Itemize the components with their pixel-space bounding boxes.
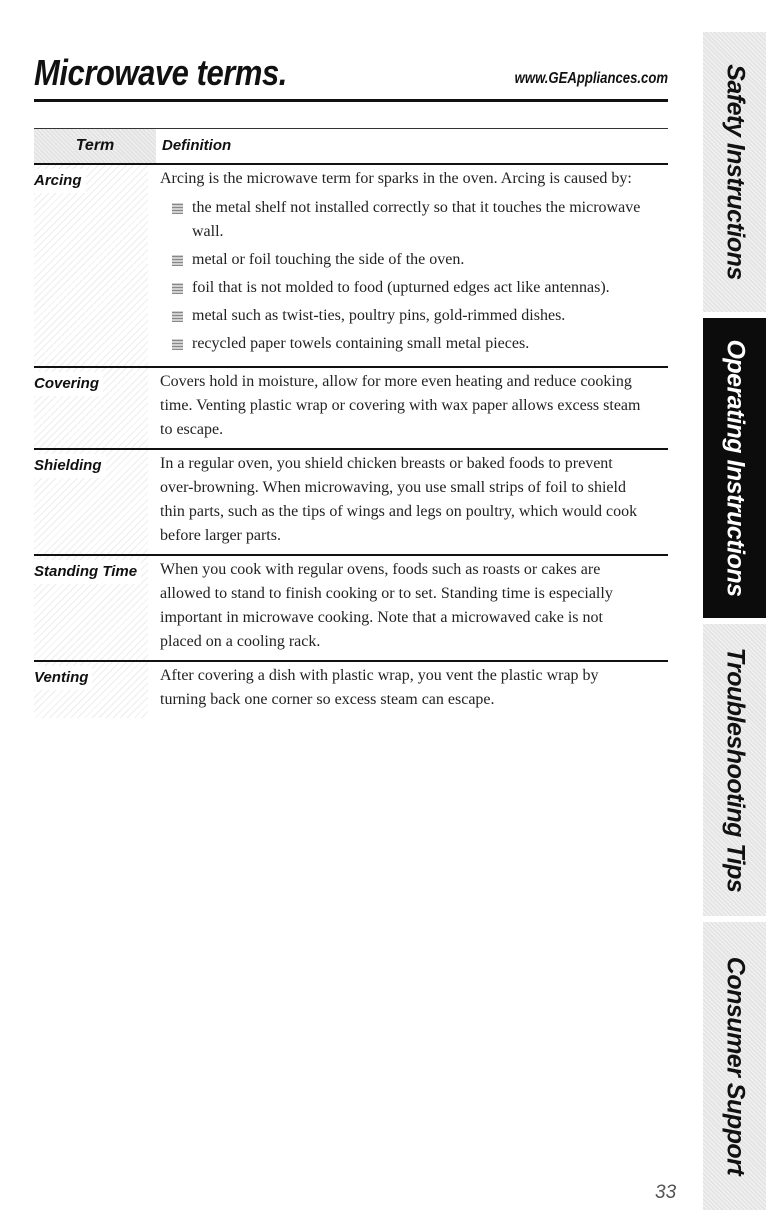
table-row <box>34 165 668 368</box>
definition-covering: Covers hold in moisture, allow for more even heating and reduce cooking time. Venting plastic wrap or covering with wax paper allows excess steam to escape. <box>160 373 641 438</box>
page-number: 33 <box>655 1182 677 1203</box>
column-header-definition: Definition <box>162 137 232 154</box>
definition-cell <box>148 165 668 366</box>
list-item: metal such as twist-ties, poultry pins, gold-rimmed dishes. <box>192 304 648 328</box>
section-tabs <box>703 32 766 1210</box>
tab-consumer-support[interactable] <box>703 922 766 1210</box>
term-cell <box>34 368 148 448</box>
page-title: Microwave terms. <box>34 52 287 93</box>
term-covering: Covering <box>34 372 103 396</box>
tab-label: Troubleshooting Tips <box>721 647 749 893</box>
terms-table <box>34 128 668 718</box>
term-arcing: Arcing <box>34 169 86 193</box>
definition-standing-time: When you cook with regular ovens, foods such as roasts or cakes are allowed to stand to finish cooking or to set. Standing time is especially important in microwave cooking. Note that a microwaved cake is not placed on a cooling rack. <box>160 561 613 650</box>
definition-cell <box>148 368 668 448</box>
column-header-term: Term <box>34 129 156 163</box>
table-header <box>34 128 668 165</box>
title-rule <box>34 99 668 102</box>
definition-shielding: In a regular oven, you shield chicken breasts or baked foods to prevent over-browning. When microwaving, you use small strips of foil to shield thin parts, such as the tips of wings and legs on poultry, which would cook before larger parts. <box>160 455 638 544</box>
term-venting: Venting <box>34 666 92 690</box>
term-cell <box>34 662 148 718</box>
term-cell <box>34 450 148 554</box>
tab-label: Safety Instructions <box>721 64 749 280</box>
tab-troubleshooting-tips[interactable] <box>703 624 766 916</box>
tab-safety-instructions[interactable] <box>703 32 766 312</box>
definition-cell <box>148 450 668 554</box>
table-row <box>34 450 668 556</box>
list-item: the metal shelf not installed correctly so that it touches the microwave wall. <box>192 196 648 244</box>
table-row <box>34 662 668 718</box>
list-item: recycled paper towels containing small metal pieces. <box>192 332 648 356</box>
list-item: foil that is not molded to food (upturned edges act like antennas). <box>192 276 648 300</box>
tab-label: Operating Instructions <box>721 339 749 597</box>
table-row <box>34 556 668 662</box>
tab-label: Consumer Support <box>721 956 749 1176</box>
table-row <box>34 368 668 450</box>
term-cell <box>34 165 148 366</box>
definition-arcing: Arcing is the microwave term for sparks in the oven. Arcing is caused by: <box>160 170 632 187</box>
definition-cell <box>148 662 668 718</box>
term-cell <box>34 556 148 660</box>
term-standing-time: Standing Time <box>34 560 141 584</box>
list-item: metal or foil touching the side of the oven. <box>192 248 648 272</box>
site-url[interactable]: www.GEAppliances.com <box>514 70 668 87</box>
arcing-causes-list <box>160 196 648 356</box>
tab-operating-instructions[interactable] <box>703 318 766 618</box>
term-shielding: Shielding <box>34 454 106 478</box>
definition-venting: After covering a dish with plastic wrap, you vent the plastic wrap by turning back one corner so excess steam can escape. <box>160 667 599 708</box>
definition-cell <box>148 556 668 660</box>
